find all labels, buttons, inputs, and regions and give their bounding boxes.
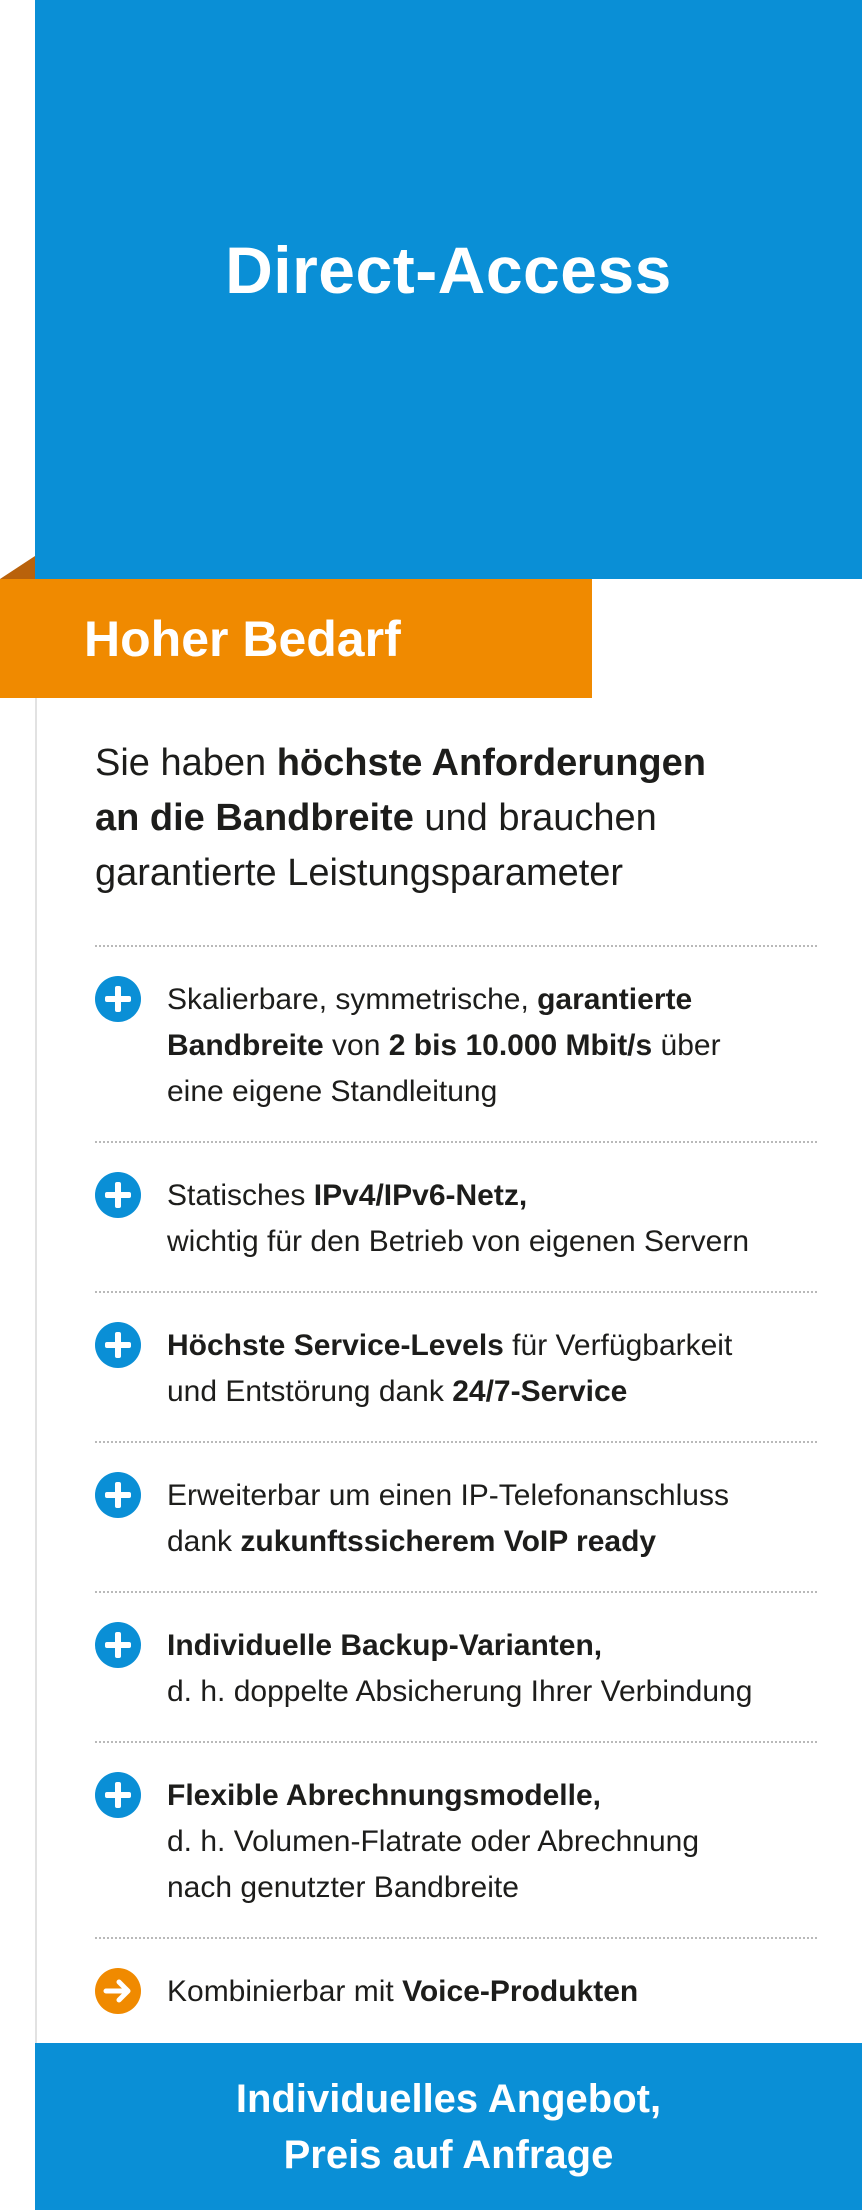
feature-item-billing: Flexible Abrechnungsmodelle, d. h. Volumen-Flatrate oder Abrechnung nach genutzter Bandbreite (95, 1741, 817, 1937)
price-footer (35, 2043, 862, 2210)
ribbon-banner (0, 579, 592, 698)
product-title: Direct-Access (225, 232, 672, 307)
card-header (35, 0, 862, 579)
feature-list (95, 945, 817, 2041)
feature-item-backup: Individuelle Backup-Varianten, d. h. doppelte Absicherung Ihrer Verbindung (95, 1591, 817, 1741)
ribbon-title: Hoher Bedarf (84, 610, 401, 667)
price-line: Preis auf Anfrage (283, 2132, 614, 2177)
plus-icon (95, 1172, 141, 1218)
intro-text: Sie haben höchste Anforderungen an die Bandbreite und brauchen garantierte Leistungsparameter (95, 742, 706, 894)
feature-item-service-levels: Höchste Service-Levels für Verfügbarkeit und Entstörung dank 24/7-Service (95, 1291, 817, 1441)
feature-item-voip: Erweiterbar um einen IP-Telefonanschluss dank zukunftssicherem VoIP ready (95, 1441, 817, 1591)
plus-icon (95, 976, 141, 1022)
ribbon-fold (0, 556, 35, 579)
plus-icon (95, 1622, 141, 1668)
plus-icon (95, 1322, 141, 1368)
offer-line: Individuelles Angebot, (235, 2076, 662, 2121)
feature-item-ip-network: Statisches IPv4/IPv6-Netz, wichtig für den Betrieb von eigenen Servern (95, 1141, 817, 1291)
plus-icon (95, 1472, 141, 1518)
feature-item-voice-products: Kombinierbar mit Voice-Produkten (95, 1937, 817, 2041)
arrow-right-icon (95, 1968, 141, 2014)
plus-icon (95, 1772, 141, 1818)
feature-item-bandwidth: Skalierbare, symmetrische, garantierte Bandbreite von 2 bis 10.000 Mbit/s über eine eigene Standleitung (95, 945, 817, 1141)
